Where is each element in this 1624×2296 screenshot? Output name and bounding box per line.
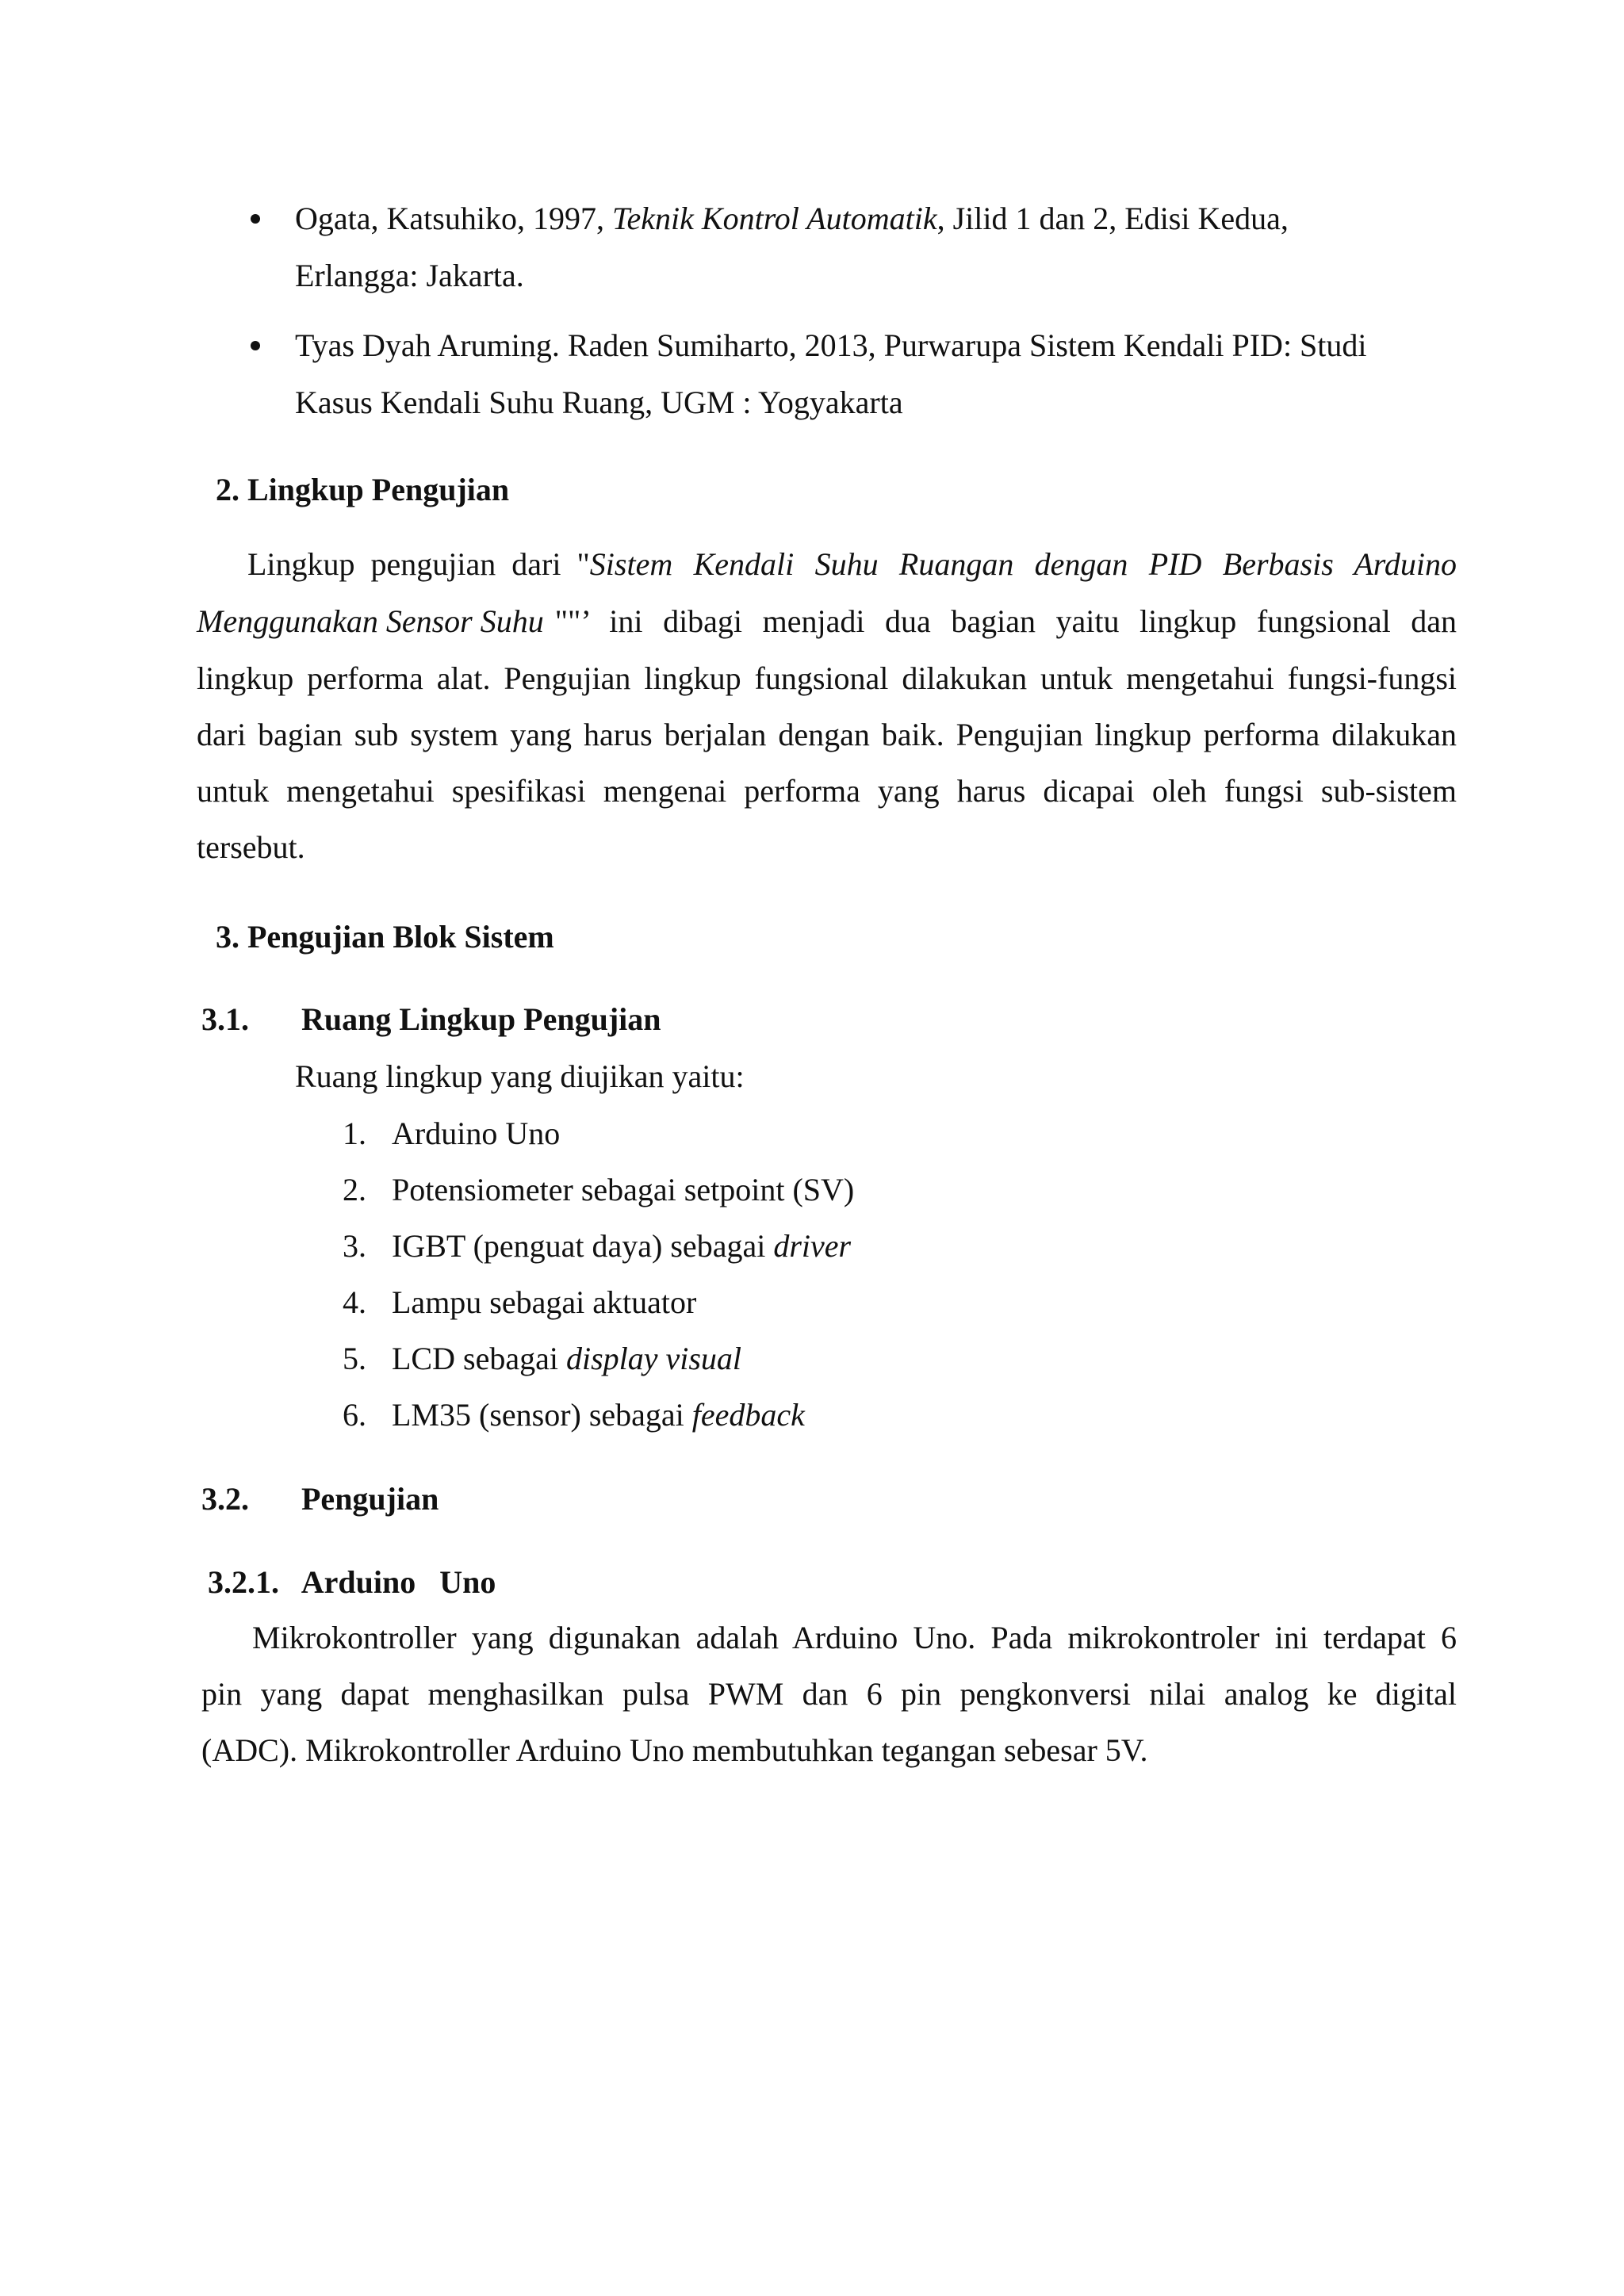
list-item	[392, 1218, 851, 1275]
list-item-number: 1.	[343, 1115, 366, 1151]
reference-1-title: Teknik Kontrol Automatik	[611, 201, 937, 236]
list-item-italic: driver	[773, 1228, 852, 1264]
list-item-text: Potensiometer sebagai setpoint (SV)	[392, 1172, 855, 1207]
reference-1-authors: Ogata, Katsuhiko, 1997,	[295, 201, 612, 236]
list-item-text: Lampu sebagai aktuator	[392, 1284, 697, 1320]
list-item-number: 2.	[343, 1172, 366, 1207]
project-title-part-2: Menggunakan Sensor Suhu	[197, 603, 544, 639]
para-text: Lingkup pengujian dari "	[247, 546, 590, 582]
list-item	[392, 1105, 560, 1162]
para-text: ""’ ini dibagi menjadi dua bagian yaitu lingkup fungsional dan	[554, 603, 1457, 639]
section-3-heading: 3. Pengujian Blok Sistem	[216, 919, 554, 955]
subsection-3-2-1-line-1: Mikrokontroller yang digunakan adalah Arduino Uno. Pada mikrokontroler ini terdapat 6	[252, 1620, 1457, 1655]
bullet-icon	[251, 214, 260, 224]
list-item-text: LCD sebagai	[392, 1341, 566, 1376]
reference-2-line-2: Kasus Kendali Suhu Ruang, UGM : Yogyakarta	[295, 385, 903, 420]
subsection-3-1-title: Ruang Lingkup Pengujian	[301, 1001, 661, 1037]
subsection-3-2-number: 3.2.	[201, 1481, 249, 1517]
subsection-3-2-title: Pengujian	[301, 1481, 439, 1517]
section-2-para-line-4: dari bagian sub system yang harus berjalan dengan baik. Pengujian lingkup performa dilakukan	[197, 717, 1457, 752]
section-2-para-line-2	[197, 593, 1457, 649]
subsection-3-1-intro: Ruang lingkup yang diujikan yaitu:	[295, 1058, 745, 1094]
list-item-text: LM35 (sensor) sebagai	[392, 1397, 692, 1433]
section-2-para-line-5: untuk mengetahui spesifikasi mengenai performa yang harus dicapai oleh fungsi sub-sistem	[197, 773, 1457, 809]
section-2-para-line-3: lingkup performa alat. Pengujian lingkup fungsional dilakukan untuk mengetahui fungsi-fungsi	[197, 660, 1457, 696]
list-item-number: 5.	[343, 1341, 366, 1376]
list-item-number: 6.	[343, 1397, 366, 1433]
subsection-3-2-1-title: 3.2.1. Arduino Uno	[208, 1564, 496, 1600]
list-item-text: IGBT (penguat daya) sebagai	[392, 1228, 774, 1264]
subsection-3-2-1-line-3: (ADC). Mikrokontroller Arduino Uno membutuhkan tegangan sebesar 5V.	[201, 1732, 1148, 1768]
project-title-part-1: Sistem Kendali Suhu Ruangan dengan PID Berbasis Arduino	[589, 546, 1457, 582]
reference-1-line-2: Erlangga: Jakarta.	[295, 258, 524, 293]
reference-1-details: , Jilid 1 dan 2, Edisi Kedua,	[936, 201, 1289, 236]
subsection-3-1-number: 3.1.	[201, 1001, 249, 1037]
subsection-3-2-1-line-2: pin yang dapat menghasilkan pulsa PWM dan 6 pin pengkonversi nilai analog ke digital	[201, 1676, 1457, 1712]
section-2-para-line-6: tersebut.	[197, 829, 305, 865]
reference-1-line-1	[295, 190, 1289, 247]
bullet-icon	[251, 341, 260, 350]
list-item	[392, 1330, 741, 1387]
list-item	[392, 1161, 854, 1219]
list-item-text: Arduino Uno	[392, 1115, 561, 1151]
list-item-number: 4.	[343, 1284, 366, 1320]
list-item	[392, 1274, 696, 1331]
section-2-heading: 2. Lingkup Pengujian	[216, 472, 510, 507]
list-item	[392, 1387, 805, 1444]
list-item-italic: display visual	[565, 1341, 742, 1376]
list-item-italic: feedback	[691, 1397, 805, 1433]
list-item-number: 3.	[343, 1228, 366, 1264]
section-2-para-line-1	[247, 536, 1457, 592]
reference-2-line-1: Tyas Dyah Aruming. Raden Sumiharto, 2013, Purwarupa Sistem Kendali PID: Studi	[295, 327, 1367, 363]
